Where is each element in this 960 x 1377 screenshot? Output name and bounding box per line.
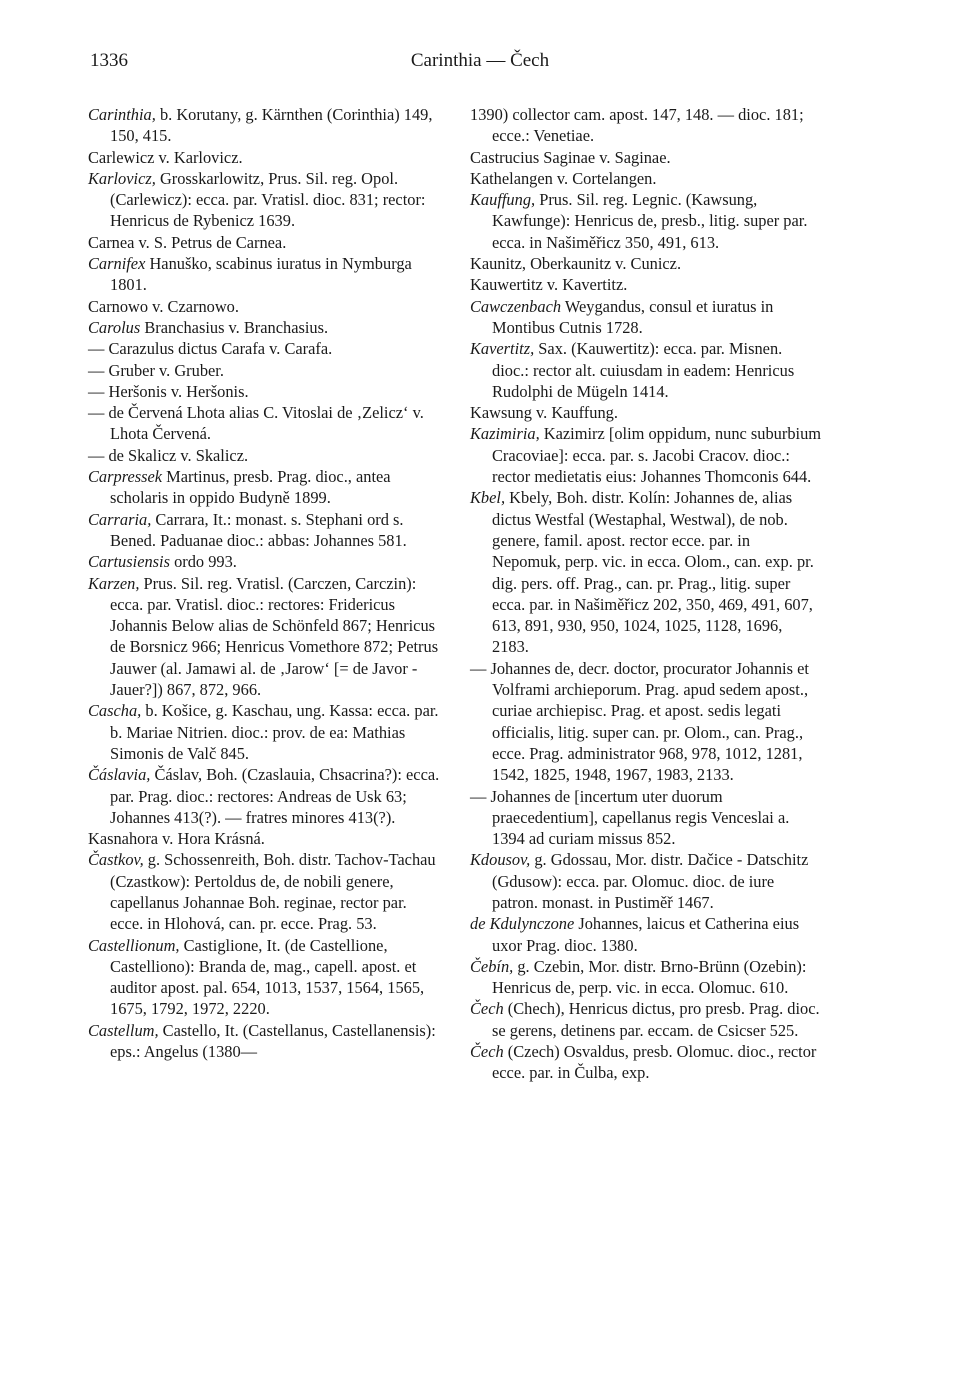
entry-text: Kasnahora v. Hora Krásná. (88, 829, 265, 849)
entry-headword: Kauffung, (470, 190, 536, 210)
index-entry (88, 381, 440, 402)
entry-text: Weygandus, consul et iuratus in Montibus Cutnis 1728. (492, 296, 774, 337)
index-entry (88, 445, 440, 466)
entry-text: Kbely, Boh. distr. Kolín: Johannes de, alias dictus Westfal (Westaphal, Westwal), de nob. genere, famil. apost. rector ecce. par. in Nepomuk, perp. vic. in ecca. Olom., can. exp. pr. dig. pers. off. Prag., can. pr. Prag., litig. super ecca. par. in Našiměřicz 202, 350, 469, 491, 607, 613, 891, 930, 950, 1024, 1025, 1128, 1696, 2183. (492, 488, 814, 657)
entry-text: — Johannes de [incertum uter duorum praecedentium], capellanus regis Venceslai a. 1394 ad curiam missus 852. (470, 786, 790, 849)
entry-text: g. Gdossau, Mor. distr. Dačice - Datschitz (Gdusow): ecca. par. Olomuc. dioc. de iure patron. monast. in Pustiměř 1467. (492, 850, 809, 912)
entry-headword: Cawczenbach (470, 296, 562, 316)
entry-text: Kawsung v. Kauffung. (470, 403, 618, 423)
entry-text: Castello, It. (Castellanus, Castellanensis): eps.: Angelus (1380— (110, 1020, 436, 1062)
index-entry (470, 338, 822, 402)
page-header (90, 50, 870, 80)
index-entry (470, 168, 822, 189)
index-entry (88, 935, 440, 1020)
entry-text: Castrucius Saginae v. Saginae. (470, 147, 671, 167)
entry-headword: de Kdulynczone (470, 914, 575, 934)
entry-text: Hanuško, scabinus iuratus in Nymburga 1801. (110, 254, 412, 295)
entry-text: g. Czebin, Mor. distr. Brno-Brünn (Ozebin): Henricus de, perp. vic. in ecca. Olomuc. 610. (492, 956, 807, 998)
index-entry (470, 147, 822, 168)
index-entry (470, 913, 822, 956)
index-entry (470, 274, 822, 295)
entry-text: — de Červená Lhota alias C. Vitoslai de ‚Zelicz‘ v. Lhota Červená. (88, 403, 424, 444)
index-entry (88, 551, 440, 572)
entry-text: Branchasius v. Branchasius. (140, 317, 329, 337)
index-entry (88, 338, 440, 359)
entry-headword: Carraria, (88, 509, 152, 529)
entry-headword: Čebín, (470, 956, 514, 976)
entry-text: Prus. Sil. reg. Legnic. (Kawsung, Kawfunge): Henricus de, presb., litig. super par. ecca. in Našiměřicz 350, 491, 613. (492, 190, 808, 252)
running-title: Carinthia — Čech (410, 50, 550, 71)
right-column (470, 104, 822, 1084)
entry-text: b. Košice, g. Kaschau, ung. Kassa: ecca. par. b. Mariae Nitrien. dioc.: prov. de ea: Mathias Simonis de Valč 845. (110, 701, 439, 763)
entry-text: Čáslav, Boh. (Czaslauia, Chsacrina?): ecca. par. Prag. dioc.: rectores: Andreas de Usk 63; Johannes 413(?). — fratres minores 413(?). (110, 765, 440, 827)
entry-headword: Cascha, (88, 701, 142, 721)
entry-headword: Carinthia, (88, 105, 156, 124)
index-entry (88, 360, 440, 381)
entry-text: Castiglione, It. (de Castellione, Castelliono): Branda de, mag., capell. apost. et auditor apost. pal. 654, 1013, 1537, 1564, 1565, 1675, 1792, 1972, 2220. (110, 935, 425, 1019)
entry-headword: Karzen, (88, 573, 140, 593)
entry-text: — Gruber v. Gruber. (88, 360, 224, 380)
entry-headword: Castellum, (88, 1020, 159, 1040)
entry-text: (Chech), Henricus dictus, pro presb. Prag. dioc. se gerens, detinens par. eccam. de Csicser 525. (492, 999, 820, 1040)
entry-headword: Kdousov, (470, 850, 531, 870)
entry-text: b. Korutany, g. Kärnthen (Corinthia) 149, 150, 415. (110, 105, 433, 146)
entry-text: g. Schossenreith, Boh. distr. Tachov-Tachau (Czastkow): Pertoldus de, de nobili genere, capellanus Johannae Boh. reginae, rector par. ecce. in Hlohová, can. pr. ecce. Prag. 53. (110, 850, 436, 934)
entry-text: (Czech) Osvaldus, presb. Olomuc. dioc., rector ecce. par. in Čulba, exp. (492, 1042, 817, 1083)
entry-headword: Cartusiensis (88, 552, 170, 572)
index-entry (88, 232, 440, 253)
index-entry (470, 998, 822, 1041)
index-entry (470, 402, 822, 423)
entry-text: Sax. (Kauwertitz): ecca. par. Misnen. dioc.: rector alt. cuiusdam in eadem: Henricus Rudolphi de Mügeln 1414. (492, 339, 795, 401)
index-entry (88, 147, 440, 168)
index-entry (470, 104, 822, 147)
entry-text: Carlewicz v. Karlovicz. (88, 147, 243, 167)
entry-text: Carnowo v. Czarnowo. (88, 296, 239, 316)
index-entry (88, 168, 440, 232)
index-entry (470, 658, 822, 786)
entry-headword: Kazimiria, (470, 424, 540, 444)
index-entry (88, 700, 440, 764)
index-entry (88, 1020, 440, 1063)
index-entry (88, 296, 440, 317)
entry-text: Kaunitz, Oberkaunitz v. Cunicz. (470, 254, 682, 274)
entry-text: Kazimirz [olim oppidum, nunc suburbium Cracoviae]: ecca. par. s. Jacobi Cracov. dioc.: rector medietatis eius: Johannes Thomconis 644. (492, 424, 822, 487)
index-entry (88, 764, 440, 828)
index-entry (470, 487, 822, 657)
index-entry (88, 849, 440, 934)
entry-headword: Kbel, (470, 488, 506, 508)
page-number: 1336 (90, 50, 128, 71)
entry-text: Carrara, It.: monast. s. Stephani ord s. Bened. Paduanae dioc.: abbas: Johannes 581. (110, 509, 407, 550)
entry-text: Prus. Sil. reg. Vratisl. (Carczen, Carczin): ecca. par. Vratisl. dioc.: rectores: Fridericus Johannis Below alias de Schönfeld 867; Henricus de Borsnicz 966; Henricus Vomethore 872; Petrus Jauwer (al. Jamawi al. de ‚Jarow‘ [= de Javor - Jauer?]) 867, 872, 966. (110, 573, 439, 700)
entry-text: — Carazulus dictus Carafa v. Carafa. (88, 339, 333, 359)
index-entry (470, 786, 822, 850)
index-entry (470, 253, 822, 274)
entry-headword: Carnifex (88, 254, 146, 274)
index-entry (470, 296, 822, 339)
entry-text: — de Skalicz v. Skalicz. (88, 445, 249, 465)
entry-text: Johannes, laicus et Catherina eius uxor Prag. dioc. 1380. (492, 914, 800, 955)
index-entry (88, 828, 440, 849)
index-entry (88, 317, 440, 338)
index-entry (88, 573, 440, 701)
entry-text: Carnea v. S. Petrus de Carnea. (88, 232, 287, 252)
index-entry (88, 253, 440, 296)
entry-text: 1390) collector cam. apost. 147, 148. — dioc. 181; ecce.: Venetiae. (470, 105, 804, 146)
entry-headword: Carolus (88, 317, 141, 337)
index-entry (88, 402, 440, 445)
entry-headword: Čáslavia, (88, 765, 151, 785)
entry-headword: Karlovicz, (88, 168, 156, 188)
index-entry (88, 509, 440, 552)
index-entry (470, 189, 822, 253)
entry-text: ordo 993. (169, 552, 237, 572)
index-entry (470, 423, 822, 487)
index-entry (470, 956, 822, 999)
index-entry (88, 466, 440, 509)
entry-text: Grosskarlowitz, Prus. Sil. reg. Opol. (Carlewicz): ecca. par. Vratisl. dioc. 831; rector: Henricus de Rybenicz 1639. (110, 168, 426, 231)
entry-text: Kathelangen v. Cortelangen. (470, 168, 657, 188)
entry-text: Kauwertitz v. Kavertitz. (470, 275, 628, 295)
entry-text: — Johannes de, decr. doctor, procurator Johannis et Volframi archieporum. Prag. apud sedem apost., curiae archiepisc. Prag. et apost. sedis legati officialis, litig. super can. pr. Olom., can. Prag., ecce. Prag. administrator 968, 978, 1012, 1281, 1542, 1825, 1948, 1967, 1983, 2133. (470, 658, 809, 785)
entry-text: — Heršonis v. Heršonis. (88, 381, 249, 401)
entry-headword: Čech (470, 1042, 504, 1062)
entry-headword: Carpressek (88, 467, 163, 487)
entry-text: Martinus, presb. Prag. dioc., antea scholaris in oppido Budyně 1899. (110, 467, 391, 508)
entry-headword: Kavertitz, (470, 339, 535, 359)
index-entry (470, 849, 822, 913)
entry-headword: Častkov, (88, 850, 144, 870)
index-entry (470, 1041, 822, 1084)
index-entry (88, 104, 440, 147)
left-column (88, 104, 440, 1062)
entry-headword: Čech (470, 999, 504, 1019)
entry-headword: Castellionum, (88, 935, 180, 955)
